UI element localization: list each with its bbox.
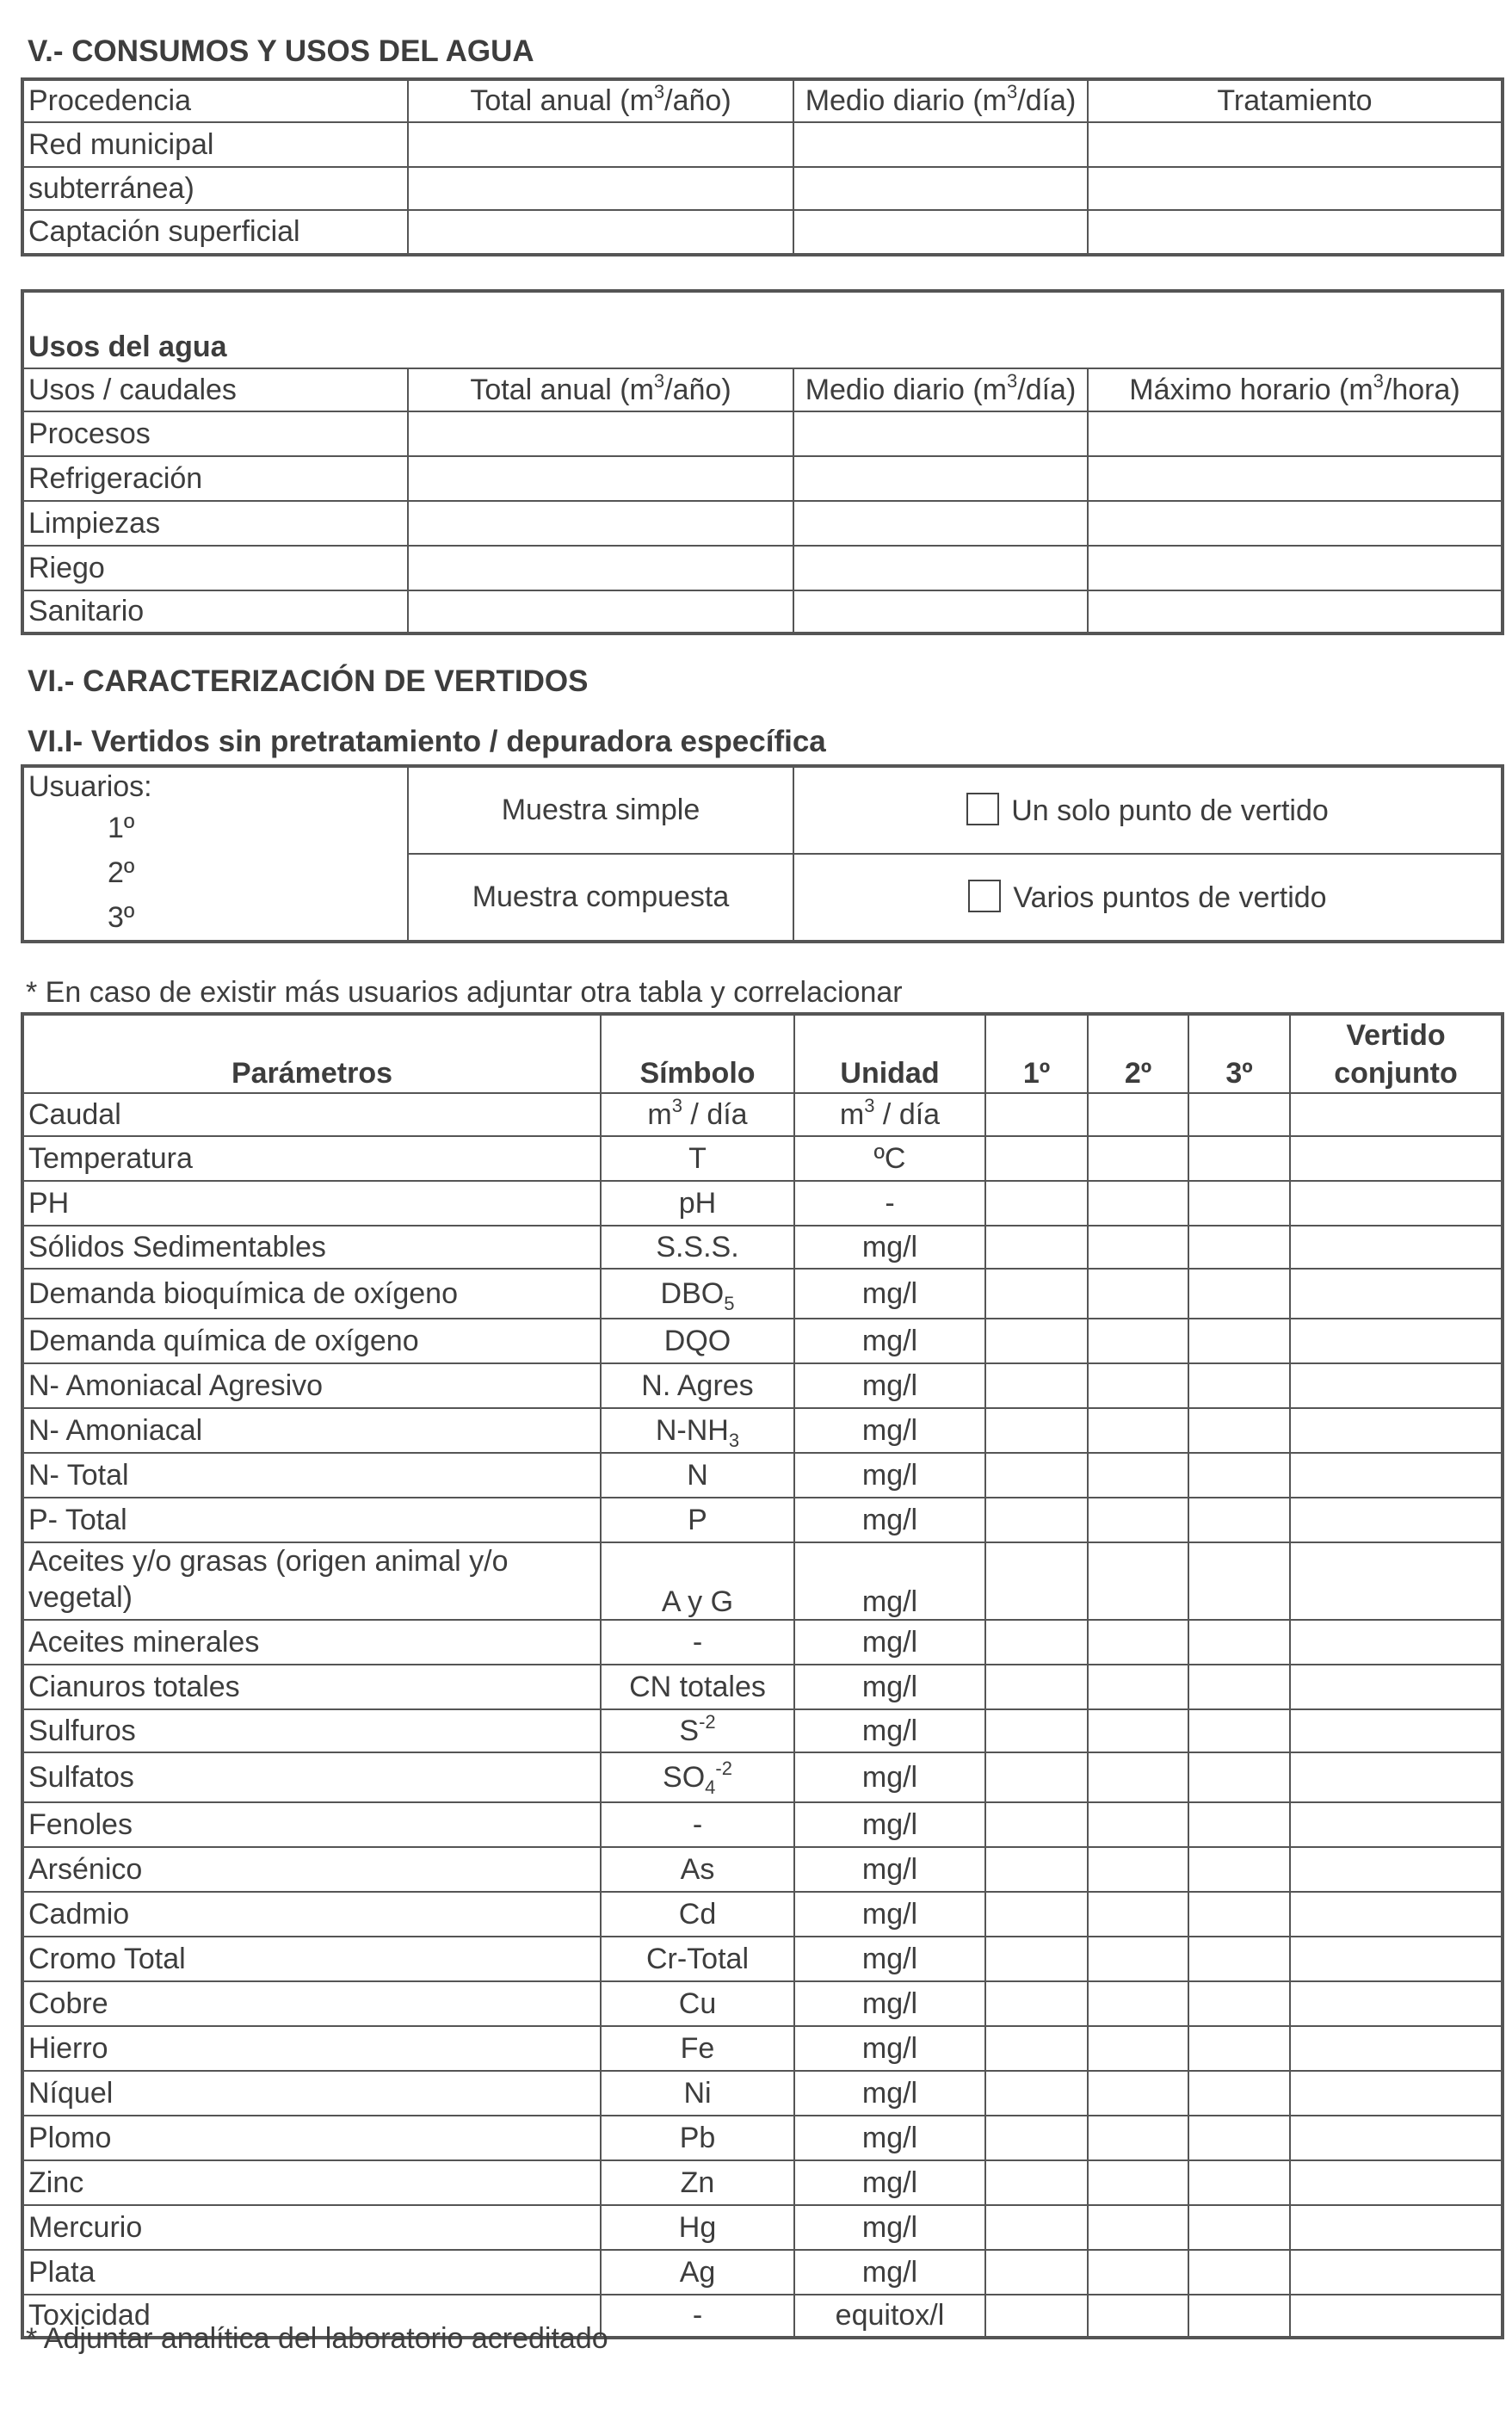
value-input-cell[interactable] bbox=[1290, 2026, 1503, 2071]
value-input-cell[interactable] bbox=[985, 1847, 1088, 1892]
table-row bbox=[22, 167, 1503, 210]
parameter-symbol: Fe bbox=[601, 2026, 794, 2071]
parameter-name: Aceites minerales bbox=[22, 1620, 601, 1665]
table-row bbox=[22, 210, 1503, 255]
value-input-cell[interactable] bbox=[1290, 1620, 1503, 1665]
origin-header-treatment: Tratamiento bbox=[1088, 79, 1503, 122]
uses-header-total: Total anual $(m^3/año)$ bbox=[408, 368, 793, 411]
value-input-cell[interactable] bbox=[1088, 1136, 1188, 1181]
origin-header-row bbox=[22, 79, 1503, 122]
input-cell[interactable] bbox=[793, 411, 1088, 456]
parameter-unit: mg/l bbox=[794, 1937, 985, 1981]
value-input-cell[interactable] bbox=[985, 1319, 1088, 1363]
parameter-unit: - bbox=[794, 1181, 985, 1226]
parameter-name: Cianuros totales bbox=[22, 1665, 601, 1709]
header-user-2: 2º bbox=[1088, 1014, 1188, 1093]
input-cell[interactable] bbox=[408, 167, 793, 210]
header-unit: Unidad bbox=[794, 1014, 985, 1093]
value-input-cell[interactable] bbox=[1290, 1981, 1503, 2026]
parameter-symbol: CN totales bbox=[601, 1665, 794, 1709]
value-input-cell[interactable] bbox=[1088, 1319, 1188, 1363]
use-label: Limpiezas bbox=[22, 501, 408, 546]
table-row bbox=[22, 590, 1503, 633]
value-input-cell[interactable] bbox=[985, 1802, 1088, 1847]
value-input-cell[interactable] bbox=[1290, 2071, 1503, 2116]
origin-label: subterránea) bbox=[22, 167, 408, 210]
parameter-unit: mg/l bbox=[794, 1709, 985, 1752]
input-cell[interactable] bbox=[408, 411, 793, 456]
parameter-symbol: $m^3$ / día bbox=[601, 1093, 794, 1136]
table-row bbox=[22, 546, 1503, 590]
input-cell[interactable] bbox=[793, 456, 1088, 501]
table-row bbox=[22, 501, 1503, 546]
table-row bbox=[22, 2160, 1503, 2205]
table-row bbox=[22, 1363, 1503, 1408]
parameter-name: Aceites y/o grasas (origen animal y/o vegetal) bbox=[22, 1542, 601, 1620]
single-point-checkbox[interactable] bbox=[966, 793, 999, 825]
value-input-cell[interactable] bbox=[1088, 2295, 1188, 2338]
value-input-cell[interactable] bbox=[1088, 1408, 1188, 1453]
value-input-cell[interactable] bbox=[1188, 1181, 1290, 1226]
parameter-unit: mg/l bbox=[794, 1498, 985, 1542]
parameter-name: Cadmio bbox=[22, 1892, 601, 1937]
value-input-cell[interactable] bbox=[1188, 2116, 1290, 2160]
parameter-name: Fenoles bbox=[22, 1802, 601, 1847]
input-cell[interactable] bbox=[408, 501, 793, 546]
table-row bbox=[22, 1093, 1503, 1136]
value-input-cell[interactable] bbox=[985, 1453, 1088, 1498]
value-input-cell[interactable] bbox=[985, 1181, 1088, 1226]
value-input-cell[interactable] bbox=[1088, 1665, 1188, 1709]
value-input-cell[interactable] bbox=[1088, 1937, 1188, 1981]
value-input-cell[interactable] bbox=[1188, 1453, 1290, 1498]
table-row bbox=[22, 1709, 1503, 1752]
value-input-cell[interactable] bbox=[1088, 2205, 1188, 2250]
parameter-symbol: As bbox=[601, 1847, 794, 1892]
value-input-cell[interactable] bbox=[985, 1269, 1088, 1319]
parameter-name: Sulfatos bbox=[22, 1752, 601, 1802]
uses-header-hourly: Máximo horario $(m^3/hora)$ bbox=[1088, 368, 1503, 411]
value-input-cell[interactable] bbox=[1188, 1665, 1290, 1709]
header-user-3: 3º bbox=[1188, 1014, 1290, 1093]
value-input-cell[interactable] bbox=[1188, 1363, 1290, 1408]
value-input-cell[interactable] bbox=[1290, 1752, 1503, 1802]
water-uses-table bbox=[21, 289, 1504, 635]
input-cell[interactable] bbox=[408, 546, 793, 590]
parameter-name: Demanda bioquímica de oxígeno bbox=[22, 1269, 601, 1319]
parameter-name: P- Total bbox=[22, 1498, 601, 1542]
note-more-users: * En caso de existir más usuarios adjuntar otra tabla y correlacionar bbox=[26, 976, 903, 1009]
parameters-header-row bbox=[22, 1014, 1503, 1093]
parameter-name: Arsénico bbox=[22, 1847, 601, 1892]
value-input-cell[interactable] bbox=[1188, 2026, 1290, 2071]
value-input-cell[interactable] bbox=[1088, 2250, 1188, 2295]
value-input-cell[interactable] bbox=[1088, 1181, 1188, 1226]
value-input-cell[interactable] bbox=[1290, 2250, 1503, 2295]
parameter-symbol: pH bbox=[601, 1181, 794, 1226]
value-input-cell[interactable] bbox=[1088, 2071, 1188, 2116]
value-input-cell[interactable] bbox=[985, 2071, 1088, 2116]
value-input-cell[interactable] bbox=[1088, 1269, 1188, 1319]
value-input-cell[interactable] bbox=[1290, 1453, 1503, 1498]
value-input-cell[interactable] bbox=[1290, 1363, 1503, 1408]
parameter-name: Demanda química de oxígeno bbox=[22, 1319, 601, 1363]
input-cell[interactable] bbox=[793, 122, 1088, 167]
value-input-cell[interactable] bbox=[1188, 2071, 1290, 2116]
section-6-title: VI.- CARACTERIZACIÓN DE VERTIDOS bbox=[28, 664, 589, 698]
parameter-name: Sólidos Sedimentables bbox=[22, 1226, 601, 1269]
parameter-unit: ºC bbox=[794, 1136, 985, 1181]
parameter-name: Hierro bbox=[22, 2026, 601, 2071]
value-input-cell[interactable] bbox=[1188, 1542, 1290, 1620]
single-point-option[interactable] bbox=[793, 766, 1503, 854]
parameter-symbol: - bbox=[601, 2295, 794, 2338]
value-input-cell[interactable] bbox=[1188, 1892, 1290, 1937]
value-input-cell[interactable] bbox=[985, 1665, 1088, 1709]
water-origin-table bbox=[21, 77, 1504, 256]
value-input-cell[interactable] bbox=[1290, 1802, 1503, 1847]
value-input-cell[interactable] bbox=[1188, 1709, 1290, 1752]
parameter-symbol: - bbox=[601, 1620, 794, 1665]
table-row bbox=[22, 456, 1503, 501]
parameter-symbol: - bbox=[601, 1802, 794, 1847]
value-input-cell[interactable] bbox=[1188, 1752, 1290, 1802]
input-cell[interactable] bbox=[1088, 590, 1503, 633]
input-cell[interactable] bbox=[1088, 546, 1503, 590]
use-label: Sanitario bbox=[22, 590, 408, 633]
value-input-cell[interactable] bbox=[1088, 1847, 1188, 1892]
value-input-cell[interactable] bbox=[1188, 2295, 1290, 2338]
value-input-cell[interactable] bbox=[985, 2250, 1088, 2295]
parameter-name: N- Amoniacal bbox=[22, 1408, 601, 1453]
value-input-cell[interactable] bbox=[1188, 1498, 1290, 1542]
input-cell[interactable] bbox=[408, 456, 793, 501]
value-input-cell[interactable] bbox=[1088, 1498, 1188, 1542]
value-input-cell[interactable] bbox=[1290, 1136, 1503, 1181]
parameter-unit: mg/l bbox=[794, 1269, 985, 1319]
input-cell[interactable] bbox=[1088, 167, 1503, 210]
value-input-cell[interactable] bbox=[1188, 1802, 1290, 1847]
parameter-symbol: $DBO_5$ bbox=[601, 1269, 794, 1319]
input-cell[interactable] bbox=[793, 546, 1088, 590]
parameter-name: Caudal bbox=[22, 1093, 601, 1136]
value-input-cell[interactable] bbox=[985, 1892, 1088, 1937]
input-cell[interactable] bbox=[1088, 210, 1503, 255]
table-row bbox=[22, 1847, 1503, 1892]
value-input-cell[interactable] bbox=[1188, 1226, 1290, 1269]
parameter-symbol: Cu bbox=[601, 1981, 794, 2026]
parameter-symbol: $S^{-2}$ bbox=[601, 1709, 794, 1752]
value-input-cell[interactable] bbox=[1290, 1937, 1503, 1981]
value-input-cell[interactable] bbox=[1290, 2205, 1503, 2250]
value-input-cell[interactable] bbox=[1088, 2026, 1188, 2071]
user-3: 3º bbox=[108, 901, 135, 934]
value-input-cell[interactable] bbox=[1088, 1709, 1188, 1752]
input-cell[interactable] bbox=[408, 122, 793, 167]
table-row bbox=[22, 1181, 1503, 1226]
value-input-cell[interactable] bbox=[985, 1226, 1088, 1269]
sample-simple-label: Muestra simple bbox=[408, 766, 793, 854]
parameter-unit: mg/l bbox=[794, 2250, 985, 2295]
parameter-unit: equitox/l bbox=[794, 2295, 985, 2338]
parameter-symbol: P bbox=[601, 1498, 794, 1542]
parameter-unit: mg/l bbox=[794, 1542, 985, 1620]
single-point-label: Un solo punto de vertido bbox=[1011, 794, 1329, 827]
table-row bbox=[22, 122, 1503, 167]
origin-label: Red municipal bbox=[22, 122, 408, 167]
table-row bbox=[22, 1665, 1503, 1709]
parameter-symbol: Ni bbox=[601, 2071, 794, 2116]
header-symbol: Símbolo bbox=[601, 1014, 794, 1093]
parameter-symbol: Cd bbox=[601, 1892, 794, 1937]
value-input-cell[interactable] bbox=[1088, 1981, 1188, 2026]
value-input-cell[interactable] bbox=[1188, 1620, 1290, 1665]
table-row bbox=[22, 1892, 1503, 1937]
value-input-cell[interactable] bbox=[1188, 1408, 1290, 1453]
parameter-name: Níquel bbox=[22, 2071, 601, 2116]
parameter-unit: mg/l bbox=[794, 1408, 985, 1453]
value-input-cell[interactable] bbox=[1188, 2250, 1290, 2295]
value-input-cell[interactable] bbox=[985, 1363, 1088, 1408]
parameter-unit: mg/l bbox=[794, 1453, 985, 1498]
value-input-cell[interactable] bbox=[985, 1709, 1088, 1752]
value-input-cell[interactable] bbox=[1188, 1981, 1290, 2026]
parameter-unit: mg/l bbox=[794, 1620, 985, 1665]
table-row bbox=[22, 1269, 1503, 1319]
header-user-1: 1º bbox=[985, 1014, 1088, 1093]
value-input-cell[interactable] bbox=[985, 1937, 1088, 1981]
value-input-cell[interactable] bbox=[1290, 1542, 1503, 1620]
value-input-cell[interactable] bbox=[985, 1093, 1088, 1136]
value-input-cell[interactable] bbox=[1188, 1093, 1290, 1136]
parameter-unit: mg/l bbox=[794, 1752, 985, 1802]
parameter-unit: mg/l bbox=[794, 1665, 985, 1709]
value-input-cell[interactable] bbox=[1088, 1453, 1188, 1498]
parameter-name: Zinc bbox=[22, 2160, 601, 2205]
value-input-cell[interactable] bbox=[985, 1752, 1088, 1802]
uses-title: Usos del agua bbox=[22, 291, 1503, 368]
value-input-cell[interactable] bbox=[1290, 1319, 1503, 1363]
table-row bbox=[22, 766, 1503, 854]
table-row bbox=[22, 411, 1503, 456]
table-row bbox=[22, 1937, 1503, 1981]
input-cell[interactable] bbox=[1088, 411, 1503, 456]
input-cell[interactable] bbox=[793, 590, 1088, 633]
parameter-symbol: Pb bbox=[601, 2116, 794, 2160]
table-row bbox=[22, 1498, 1503, 1542]
value-input-cell[interactable] bbox=[1088, 1752, 1188, 1802]
parameter-unit: mg/l bbox=[794, 2071, 985, 2116]
header-joint: Vertido conjunto bbox=[1290, 1014, 1503, 1093]
origin-label: Captación superficial bbox=[22, 210, 408, 255]
parameter-name: Plata bbox=[22, 2250, 601, 2295]
value-input-cell[interactable] bbox=[1290, 1665, 1503, 1709]
multiple-points-label: Varios puntos de vertido bbox=[1013, 881, 1327, 914]
use-label: Refrigeración bbox=[22, 456, 408, 501]
parameter-unit: mg/l bbox=[794, 2205, 985, 2250]
table-row bbox=[22, 2250, 1503, 2295]
value-input-cell[interactable] bbox=[1088, 1620, 1188, 1665]
parameters-table bbox=[21, 1012, 1504, 2339]
parameter-symbol: $SO_4^{-2}$ bbox=[601, 1752, 794, 1802]
table-row bbox=[22, 2116, 1503, 2160]
table-row bbox=[22, 1620, 1503, 1665]
parameter-unit: mg/l bbox=[794, 1981, 985, 2026]
uses-header-daily: Medio diario $(m^3/día)$ bbox=[793, 368, 1088, 411]
value-input-cell[interactable] bbox=[985, 1408, 1088, 1453]
users-label: Usuarios: bbox=[28, 770, 152, 803]
input-cell[interactable] bbox=[793, 167, 1088, 210]
table-row bbox=[22, 1981, 1503, 2026]
value-input-cell[interactable] bbox=[1088, 1226, 1188, 1269]
value-input-cell[interactable] bbox=[985, 1542, 1088, 1620]
parameter-unit: mg/l bbox=[794, 2026, 985, 2071]
value-input-cell[interactable] bbox=[985, 2160, 1088, 2205]
parameter-unit: mg/l bbox=[794, 2116, 985, 2160]
value-input-cell[interactable] bbox=[985, 1620, 1088, 1665]
value-input-cell[interactable] bbox=[1088, 1802, 1188, 1847]
parameter-unit: $m^3$ / día bbox=[794, 1093, 985, 1136]
input-cell[interactable] bbox=[1088, 501, 1503, 546]
parameter-name: N- Amoniacal Agresivo bbox=[22, 1363, 601, 1408]
parameter-unit: mg/l bbox=[794, 2160, 985, 2205]
value-input-cell[interactable] bbox=[1088, 1892, 1188, 1937]
input-cell[interactable] bbox=[793, 501, 1088, 546]
value-input-cell[interactable] bbox=[1290, 1709, 1503, 1752]
value-input-cell[interactable] bbox=[1088, 1542, 1188, 1620]
table-row bbox=[22, 1752, 1503, 1802]
value-input-cell[interactable] bbox=[1088, 2160, 1188, 2205]
value-input-cell[interactable] bbox=[1290, 1269, 1503, 1319]
value-input-cell[interactable] bbox=[1188, 1847, 1290, 1892]
value-input-cell[interactable] bbox=[1188, 1937, 1290, 1981]
input-cell[interactable] bbox=[1088, 122, 1503, 167]
parameter-name: Sulfuros bbox=[22, 1709, 601, 1752]
use-label: Riego bbox=[22, 546, 408, 590]
users-sample-table bbox=[21, 764, 1504, 943]
parameter-unit: mg/l bbox=[794, 1319, 985, 1363]
parameter-name: Cobre bbox=[22, 1981, 601, 2026]
value-input-cell[interactable] bbox=[985, 1498, 1088, 1542]
parameter-name: N- Total bbox=[22, 1453, 601, 1498]
parameter-name: Toxicidad bbox=[22, 2295, 601, 2338]
note-lab: * Adjuntar analítica del laboratorio acreditado bbox=[26, 2322, 608, 2355]
parameter-symbol: DQO bbox=[601, 1319, 794, 1363]
parameter-name: Plomo bbox=[22, 2116, 601, 2160]
uses-title-row bbox=[22, 291, 1503, 368]
sample-composite-label: Muestra compuesta bbox=[408, 854, 793, 942]
section-5-title: V.- CONSUMOS Y USOS DEL AGUA bbox=[28, 34, 534, 68]
table-row bbox=[22, 1408, 1503, 1453]
value-input-cell[interactable] bbox=[1290, 1093, 1503, 1136]
value-input-cell[interactable] bbox=[1290, 2295, 1503, 2338]
value-input-cell[interactable] bbox=[985, 2205, 1088, 2250]
table-row bbox=[22, 2071, 1503, 2116]
table-row bbox=[22, 1136, 1503, 1181]
parameter-symbol: N. Agres bbox=[601, 1363, 794, 1408]
table-row bbox=[22, 2205, 1503, 2250]
value-input-cell[interactable] bbox=[985, 1981, 1088, 2026]
value-input-cell[interactable] bbox=[1088, 2116, 1188, 2160]
uses-header-row bbox=[22, 368, 1503, 411]
parameter-symbol: A y G bbox=[601, 1542, 794, 1620]
value-input-cell[interactable] bbox=[985, 2295, 1088, 2338]
uses-header-label: Usos / caudales bbox=[22, 368, 408, 411]
parameter-unit: mg/l bbox=[794, 1363, 985, 1408]
parameter-symbol: S.S.S. bbox=[601, 1226, 794, 1269]
value-input-cell[interactable] bbox=[985, 2026, 1088, 2071]
origin-header-total: Total anual $(m^3/año)$ bbox=[408, 79, 793, 122]
value-input-cell[interactable] bbox=[1088, 1093, 1188, 1136]
value-input-cell[interactable] bbox=[1290, 1847, 1503, 1892]
value-input-cell[interactable] bbox=[1290, 1181, 1503, 1226]
multiple-points-checkbox[interactable] bbox=[968, 880, 1001, 912]
value-input-cell[interactable] bbox=[1290, 1498, 1503, 1542]
table-row bbox=[22, 1542, 1503, 1620]
value-input-cell[interactable] bbox=[1188, 2160, 1290, 2205]
parameter-symbol: Hg bbox=[601, 2205, 794, 2250]
use-label: Procesos bbox=[22, 411, 408, 456]
value-input-cell[interactable] bbox=[1290, 1892, 1503, 1937]
value-input-cell[interactable] bbox=[1088, 1363, 1188, 1408]
value-input-cell[interactable] bbox=[985, 2116, 1088, 2160]
origin-header-procedencia: Procedencia bbox=[22, 79, 408, 122]
value-input-cell[interactable] bbox=[1188, 1269, 1290, 1319]
parameter-unit: mg/l bbox=[794, 1847, 985, 1892]
multiple-points-option[interactable] bbox=[793, 854, 1503, 942]
parameter-symbol: Zn bbox=[601, 2160, 794, 2205]
parameter-name: Temperatura bbox=[22, 1136, 601, 1181]
value-input-cell[interactable] bbox=[1290, 2116, 1503, 2160]
value-input-cell[interactable] bbox=[1290, 2160, 1503, 2205]
table-row bbox=[22, 1319, 1503, 1363]
input-cell[interactable] bbox=[793, 210, 1088, 255]
user-1: 1º bbox=[108, 812, 135, 844]
parameter-symbol: $N-NH_3$ bbox=[601, 1408, 794, 1453]
value-input-cell[interactable] bbox=[1290, 1226, 1503, 1269]
parameter-symbol: T bbox=[601, 1136, 794, 1181]
header-param: Parámetros bbox=[22, 1014, 601, 1093]
table-row bbox=[22, 1802, 1503, 1847]
table-row bbox=[22, 1226, 1503, 1269]
parameter-symbol: N bbox=[601, 1453, 794, 1498]
input-cell[interactable] bbox=[1088, 456, 1503, 501]
origin-header-daily: Medio diario $(m^3/día)$ bbox=[793, 79, 1088, 122]
value-input-cell[interactable] bbox=[1290, 1408, 1503, 1453]
users-cell bbox=[22, 766, 408, 942]
parameter-unit: mg/l bbox=[794, 1892, 985, 1937]
parameter-unit: mg/l bbox=[794, 1802, 985, 1847]
user-2: 2º bbox=[108, 856, 135, 889]
input-cell[interactable] bbox=[408, 210, 793, 255]
input-cell[interactable] bbox=[408, 590, 793, 633]
value-input-cell[interactable] bbox=[1188, 2205, 1290, 2250]
table-row bbox=[22, 1453, 1503, 1498]
table-row bbox=[22, 2026, 1503, 2071]
value-input-cell[interactable] bbox=[1188, 1319, 1290, 1363]
section-6-1-title: VI.I- Vertidos sin pretratamiento / depuradora específica bbox=[28, 725, 826, 758]
parameter-unit: mg/l bbox=[794, 1226, 985, 1269]
parameter-name: Mercurio bbox=[22, 2205, 601, 2250]
value-input-cell[interactable] bbox=[985, 1136, 1088, 1181]
parameter-symbol: Ag bbox=[601, 2250, 794, 2295]
parameter-symbol: Cr-Total bbox=[601, 1937, 794, 1981]
parameter-name: Cromo Total bbox=[22, 1937, 601, 1981]
value-input-cell[interactable] bbox=[1188, 1136, 1290, 1181]
parameter-name: PH bbox=[22, 1181, 601, 1226]
